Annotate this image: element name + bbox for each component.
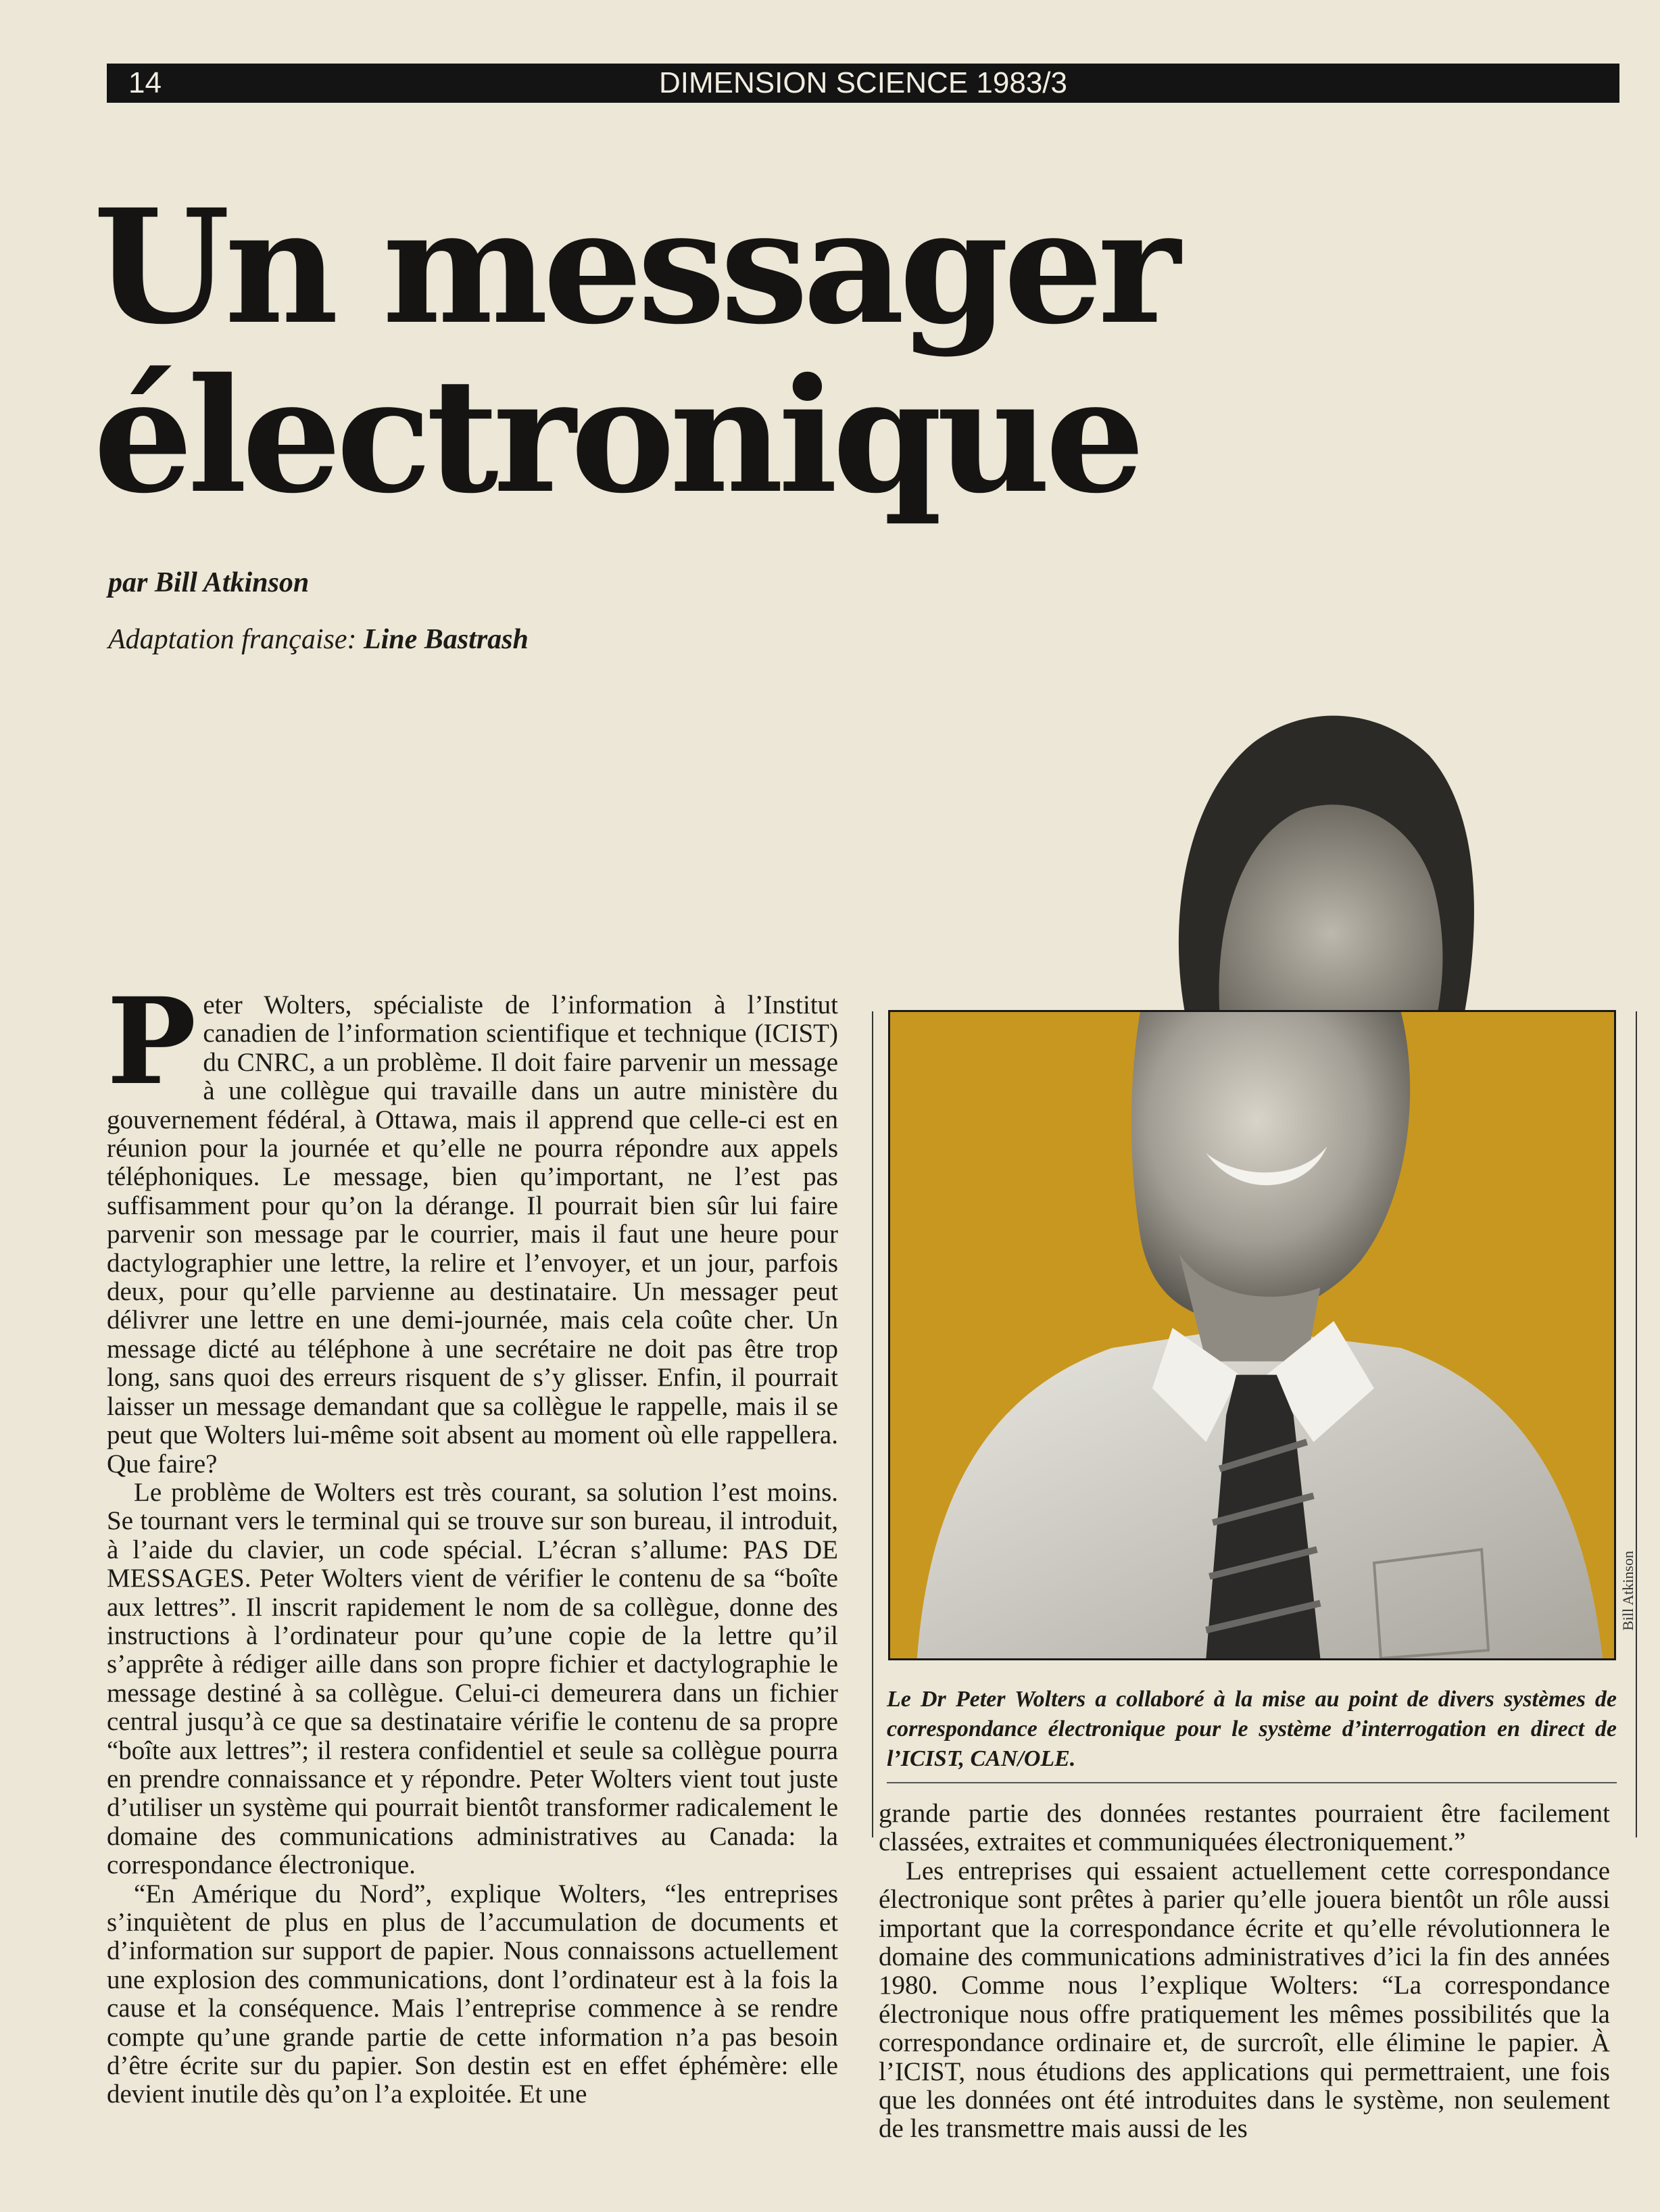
portrait-photo [888, 1010, 1616, 1660]
paragraph-5: Les entreprises qui essaient actuellement cette correspondance électronique sont prêtes à parier qu’elle jouera bientôt un rôle aussi important que la correspondance écrite et qu’elle révolutionnera le domaine des communications administratives d’ici la fin des années 1980. Comme nous l’explique Wolters: “La correspondance électronique nous offre pratiquement les mêmes possibilités que la correspondance ordinaire et, de surcroît, elle élimine le papier. À l’ICIST, nous étudions des applications qui permettraient, une fois que les données ont été introduites dans le système, non seulement de les transmettre mais aussi de les [879, 1856, 1610, 2144]
paragraph-4: grande partie des données restantes pourraient être facilement classées, extraites et communiquées électroniquement.” [879, 1800, 1610, 1857]
adaptation-name: Line Bastrash [363, 624, 529, 655]
article-title [93, 174, 1242, 528]
paragraph-2: Le problème de Wolters est très courant, sa solution l’est moins. Se tournant vers le terminal qui se trouve sur son bureau, il introduit, à l’aide du clavier, un code spécial. L’écran s’allume: PAS DE MESSAGES. Peter Wolters vient de vérifier le contenu de sa “boîte aux lettres”. Il inscrit rapidement le nom de sa collègue, donne des instructions à l’ordinateur pour qu’une copie de la lettre qu’il s’apprête à rédiger aille dans son propre fichier et dactylographie le message destiné à sa collègue. Celui-ci demeurera dans un fichier central jusqu’à ce que sa destinataire vérifie le contenu de sa propre “boîte aux lettres”; il restera confidentiel et seule sa collègue pourra en prendre connaissance et y répondre. Peter Wolters vient tout juste d’utiliser un système qui pourrait bientôt transformer radicalement le domaine des communications administratives au Canada: la correspondance électronique. [107, 1477, 838, 1880]
caption-rule [887, 1782, 1617, 1783]
adaptation-label: Adaptation française: [108, 624, 357, 655]
paragraph-1-text: eter Wolters, spécialiste de l’information à l’Institut canadien de l’information scientifique et technique (ICIST) du CNRC, a un problème. Il doit faire parvenir un message à une collègue qui travaille dans un autre ministère du gouvernement fédéral, à Ottawa, mais il apprend que celle-ci est en réunion pour la journée et qu’elle ne pourra répondre aux appels téléphoniques. Le message, bien qu’important, ne l’est pas suffisamment pour qu’on la dérange. Il pourrait bien sûr lui faire parvenir son message par le courrier, mais il faut une heure pour dactylographier une lettre, la relire et l’envoyer, et un jour, parfois deux, pour qu’elle parvienne au destinataire. Un messager peut délivrer une lettre en une demi-journée, mais cela coûte cher. Un message dicté au téléphone à une secrétaire ne doit pas être trop long, sans quoi des erreurs risquent de s’y glisser. Enfin, il pourrait laisser un message demandant que sa collègue le rappelle, mais il se peut que Wolters lui-même soit absent au moment où elle rappellera. Que faire? [107, 991, 838, 1478]
photo-rule-left [872, 1011, 873, 1837]
article-column-left [107, 991, 838, 2189]
paragraph-1 [107, 991, 838, 1478]
title-line-1: Un messager [93, 174, 1175, 359]
photo-credit: Bill Atkinson [1619, 1551, 1636, 1631]
page-number: 14 [128, 66, 162, 99]
byline: par Bill Atkinson [108, 567, 310, 598]
photo-rule-right [1636, 1011, 1637, 1837]
journal-title: DIMENSION SCIENCE 1983/3 [659, 66, 1067, 99]
drop-cap: P [107, 991, 197, 1111]
adaptation-credit [108, 623, 529, 656]
paragraph-3: “En Amérique du Nord”, explique Wolters, “les entreprises s’inquiètent de plus en plus de l’accumulation de documents et d’information sur support de papier. Nous connaissons actuellement une explosion des communications, dont l’ordinateur est à la fois la cause et la conséquence. Mais l’entreprise commence à se rendre compte qu’une grande partie de cette information n’a pas besoin d’être écrite sur du papier. Son destin est en effet éphémère: elle devient inutile dès qu’on l’a exploitée. Et une [107, 1879, 838, 2109]
page-header-bar [107, 64, 1619, 103]
photo-caption: Le Dr Peter Wolters a collaboré à la mise au point de divers systèmes de correspondance électronique pour le système d’interrogation en direct de l’ICIST, CAN/OLE. [887, 1687, 1617, 1771]
title-line-2: électronique [93, 343, 1140, 528]
portrait-head-top [1139, 695, 1490, 1019]
article-column-right [879, 1800, 1610, 2205]
